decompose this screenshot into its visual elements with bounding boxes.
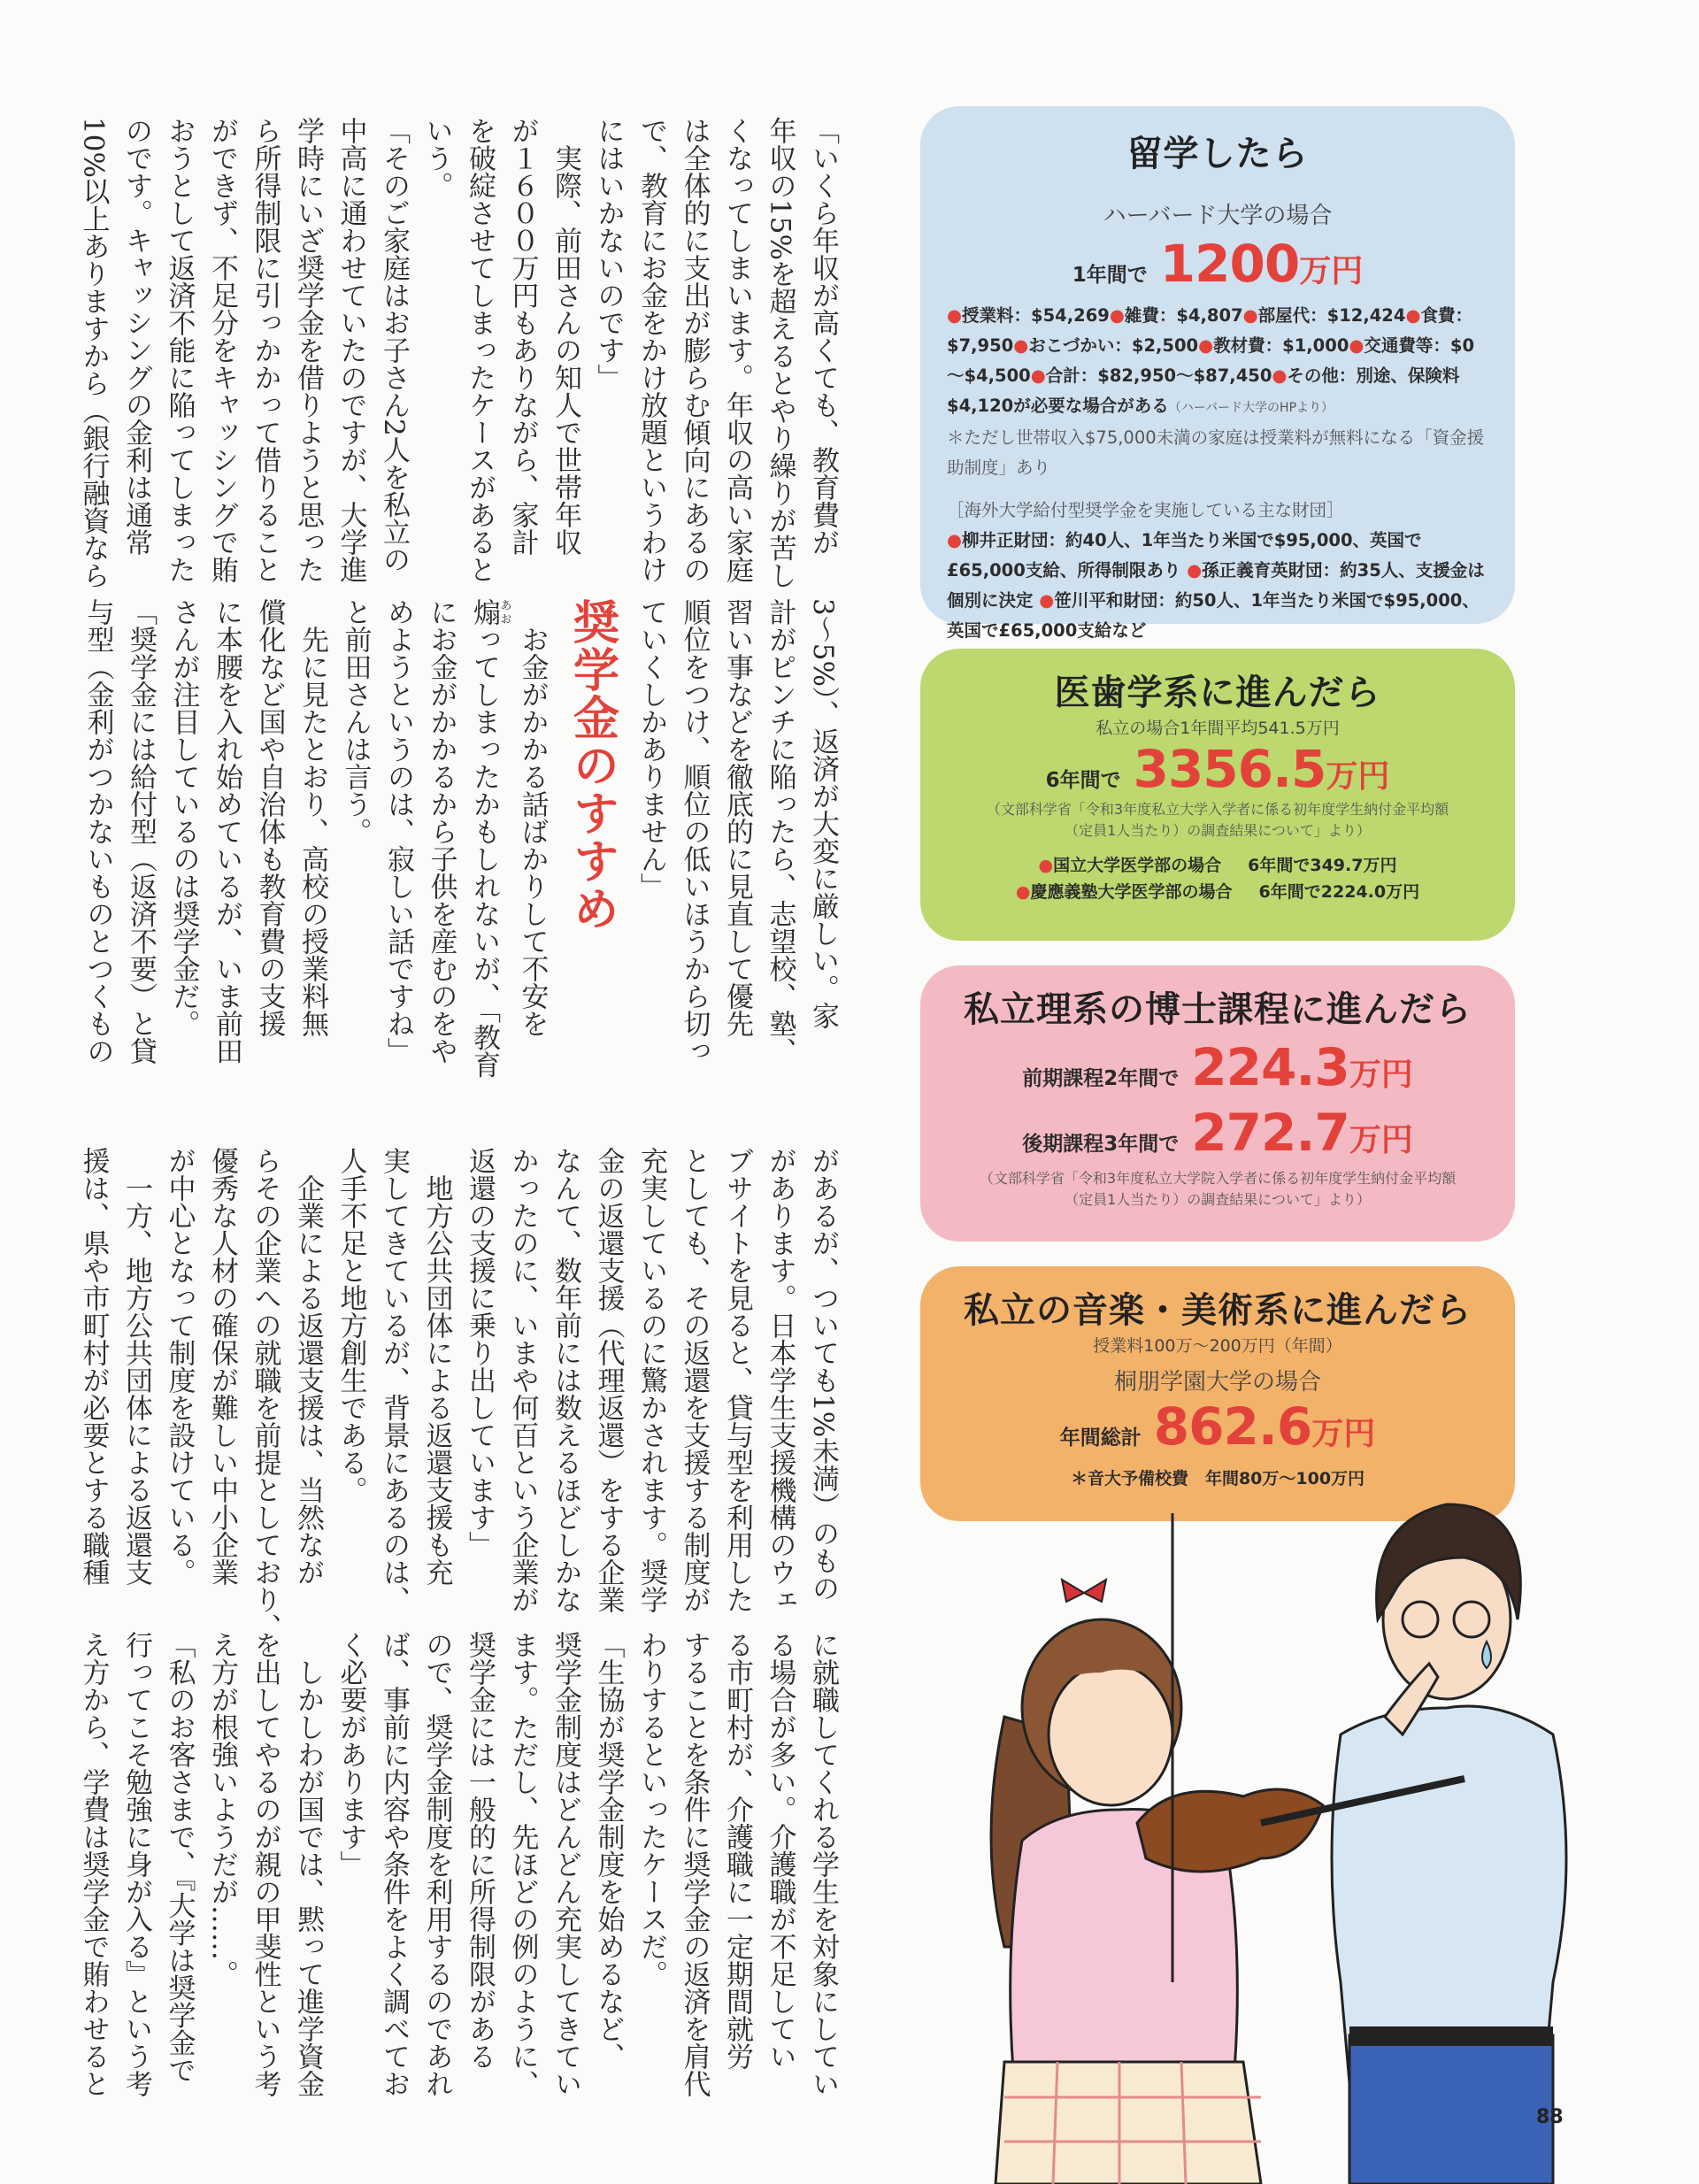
medical-box	[920, 649, 1515, 941]
text-line: ます。ただし、先ほどの例のように、	[506, 1631, 539, 2097]
text-line: え方から、学費は奨学金で賄わせると	[77, 1631, 110, 2097]
text-line: 「私のお客さまで、『大学は奨学金で	[163, 1631, 196, 2084]
text-line: があるが、ついても1%未満）のもの	[807, 1147, 839, 1603]
text-line: わりするといったケースだ。	[635, 1631, 667, 1988]
amount-label: 6年間で	[1045, 769, 1121, 792]
text-line: ていくしかありません」	[635, 598, 667, 900]
article-tier-1	[72, 117, 844, 589]
text-line: 企業による返還支援は、当然なが	[292, 1147, 324, 1586]
foundations-heading: ［海外大学給付型奨学金を実施している主な財団］	[947, 500, 1344, 520]
text-line: る場合が多い。介護職が不足してい	[764, 1631, 796, 2070]
text-line: いう。	[420, 117, 453, 199]
text-line: が１６００万円もありながら、家計	[506, 117, 539, 556]
article-tier-2	[76, 598, 844, 1079]
text-line: に本腰を入れ始めているが、いま前田	[211, 598, 242, 1065]
amount-value: 862.6	[1153, 1396, 1312, 1457]
text-line: としても、その返還を支援する制度が	[678, 1147, 711, 1613]
bullet-icon: ●	[1038, 856, 1054, 875]
text-line: 奨学金には一般的に所得制限がある	[464, 1631, 496, 2070]
text-line: 年収の15%を超えるとやり繰りが苦し	[764, 117, 796, 589]
item-label: 国立大学医学部の場合	[1053, 856, 1222, 875]
text-line: することを条件に奨学金の返済を肩代	[678, 1631, 711, 2097]
text-line: 「生協が奨学金制度を始めるなど、	[592, 1631, 625, 2070]
text-line: 習い事などを徹底的に見直して優先	[721, 598, 753, 1037]
medical-item	[947, 879, 1488, 905]
bullet-icon: ●	[1180, 560, 1203, 581]
text-line: 順位をつけ、順位の低いほうから切っ	[678, 598, 711, 1065]
bullet-icon: ●	[1013, 335, 1029, 356]
text-line: にはいかないのです」	[592, 117, 625, 391]
text-line: 償化など国や自治体も教育費の支援	[253, 598, 286, 1037]
text-line: 行ってこそ勉強に身が入る』という考	[120, 1631, 152, 2097]
text-line: 一方、地方公共団体による返還支	[120, 1147, 152, 1586]
cost-item: 雑費：$4,807	[1124, 305, 1243, 326]
amount-label: 年間総計	[1059, 1427, 1142, 1450]
text-line: おうとして返済不能に陥ってしまった	[163, 117, 196, 583]
footnote: ＊ただし世帯収入$75,000未満の家庭は授業料が無料になる「資金援助制度」あり	[947, 427, 1485, 478]
text-line: のです。キャッシングの金利は通常	[120, 117, 152, 556]
text-line: かったのに、いまや何百という企業が	[506, 1147, 539, 1613]
man-figure	[1332, 1504, 1566, 2184]
box-title: 私立理系の博士課程に進んだら	[964, 989, 1472, 1030]
cost-item: 授業料：$54,269	[962, 305, 1110, 326]
amount-value: 1200	[1159, 234, 1300, 294]
text-line: 中高に通わせていたのですが、大学進	[334, 117, 367, 583]
text-line: を出してやるのが親の甲斐性という考	[249, 1631, 281, 2097]
music-art-box	[920, 1266, 1515, 1521]
box-title: 留学したら	[1126, 134, 1309, 174]
text-line: 「奨学金には給付型（返済不要）と貸	[125, 598, 157, 1065]
amount-unit: 万円	[1349, 1057, 1413, 1093]
item-value: 6年間で2224.0万円	[1258, 882, 1420, 902]
text-line: え方が根強いようだが……。	[206, 1631, 238, 1988]
bullet-icon: ●	[1405, 305, 1421, 326]
text-line: は全体的に支出が膨らむ傾向にあるの	[678, 117, 711, 583]
amount-value: 3356.5	[1133, 739, 1326, 799]
text-line-rest: ってしまったかもしれないが、「教育	[468, 626, 500, 1079]
bullet-icon: ●	[1349, 335, 1365, 356]
text-line: さんが注目しているのは奨学金だ。	[167, 598, 200, 1037]
amount-row	[947, 1396, 1488, 1457]
text-line: めようというのは、寂しい話ですね」	[382, 598, 414, 1065]
text-line: く必要があります」	[334, 1631, 367, 1878]
text-line: 返還の支援に乗り出しています」	[464, 1147, 496, 1558]
box-subtitle: 授業料100万～200万円（年間）	[1093, 1336, 1342, 1356]
text-line: なんて、数年前には数えるほどしかな	[550, 1147, 581, 1613]
medical-item	[947, 852, 1488, 879]
text-line: 実してきているが、背景にあるのは、	[378, 1147, 410, 1613]
text-line: らその企業への就職を前提としており、	[249, 1147, 281, 1641]
text-line: ら所得制限に引っかかって借りること	[249, 117, 281, 583]
bullet-icon: ●	[947, 305, 963, 326]
amount-unit: 万円	[1299, 253, 1364, 289]
bullet-icon: ●	[1242, 305, 1258, 326]
text-line: お金がかかる話ばかりして不安を	[516, 598, 549, 1037]
bullet-icon: ●	[1272, 365, 1288, 386]
text-line: 「そのご家庭はお子さん2人を私立の	[378, 117, 410, 573]
amount-row	[947, 234, 1488, 294]
ruby-base: 煽	[468, 598, 500, 626]
amount-row	[947, 1037, 1488, 1097]
text-line	[463, 598, 511, 1079]
text-line: で、教育にお金をかけ放題というわけ	[635, 117, 667, 583]
box-subtitle: 私立の場合1年間平均541.5万円	[1096, 719, 1340, 738]
girl-figure	[991, 1580, 1261, 2184]
bullet-icon: ●	[1015, 882, 1031, 902]
text-line: 奨学金制度はどんどん充実してきてい	[550, 1631, 581, 2097]
text-line: ができず、不足分をキャッシングで賄	[206, 117, 238, 583]
article-tier-3	[72, 1147, 844, 1641]
cost-item: 交通費等：$0～$4,500	[947, 335, 1475, 386]
cost-item: その他：別途、保険料$4,120が必要な場合がある	[947, 365, 1460, 416]
bullet-icon: ●	[1198, 335, 1214, 356]
cost-breakdown	[947, 301, 1488, 646]
amount-label: 後期課程3年間で	[1022, 1133, 1180, 1156]
text-line: ブサイトを見ると、貸与型を利用した	[721, 1147, 753, 1613]
illustration-girl-violin-father	[969, 1487, 1588, 2184]
text-line: 優秀な人材の確保が難しい中小企業	[206, 1147, 238, 1586]
study-abroad-box	[920, 106, 1515, 641]
text-line: 充実しているのに驚かされます。奨学	[635, 1147, 667, 1613]
cost-item: 教材費：$1,000	[1213, 335, 1349, 356]
section-heading: 奨学金のすすめ	[565, 598, 619, 933]
foundation-item: 孫正義育英財団：約35人、支援金は個別に決定	[947, 560, 1485, 611]
text-line: 「いくら年収が高くても、教育費が	[807, 117, 839, 556]
amount-row	[947, 739, 1488, 799]
bullet-icon: ●	[1030, 365, 1046, 386]
text-line: しかしわが国では、黙って進学資金	[292, 1631, 324, 2097]
foundation-item: 柳井正財団：約40人、1年当たり米国で$95,000、英国で£65,000支給、所得制限あり	[947, 530, 1422, 581]
footnote: ＊音大予備校費 年間80万～100万円	[1070, 1469, 1365, 1488]
amount-unit: 万円	[1349, 1122, 1413, 1158]
page-number: 88	[1536, 2106, 1564, 2128]
text-line: が中心となって制度を設けている。	[163, 1147, 196, 1586]
amount-unit: 万円	[1326, 758, 1390, 795]
text-line: 先に見たとおり、高校の授業料無	[296, 598, 328, 1037]
text-line: 3～5%）、返済が大変に厳しい。家	[807, 598, 839, 1030]
text-line: 10%以上ありますから（銀行融資なら	[77, 117, 110, 589]
furigana: あお	[497, 598, 511, 626]
item-label: 慶應義塾大学医学部の場合	[1030, 882, 1233, 902]
doctoral-box	[920, 965, 1515, 1242]
text-line: ので、奨学金制度を利用するのであれ	[420, 1631, 453, 2097]
amount-row	[947, 1103, 1488, 1163]
item-value: 6年間で349.7万円	[1248, 856, 1397, 875]
cost-item: おこづかい：$2,500	[1028, 335, 1199, 356]
source-note: （文部科学省「令和3年度私立大学院入学者に係る初年度学生納付金平均額（定員1人当たり）の調査結果について」より）	[979, 1170, 1457, 1208]
bullet-icon: ●	[1109, 305, 1125, 326]
text-line: 実際、前田さんの知人で世帯年収	[550, 117, 581, 556]
amount-value: 272.7	[1191, 1103, 1349, 1163]
cost-item: 食費：$7,950	[947, 305, 1472, 356]
box-subtitle: ハーバード大学の場合	[1103, 203, 1333, 229]
text-line: を破綻させてしまったケースがあると	[464, 117, 496, 583]
cost-item: 合計：$82,950～$87,450	[1045, 365, 1272, 386]
text-line: と前田さんは言う。	[339, 598, 372, 845]
text-line: にお金がかかるから子供を産むのをや	[425, 598, 457, 1065]
text-line: 援は、県や市町村が必要とする職種	[77, 1147, 110, 1586]
text-line: 与型（金利がつかないものとつくもの	[81, 598, 114, 1065]
bullet-icon: ●	[1033, 590, 1055, 611]
amount-label: 1年間で	[1072, 264, 1148, 287]
bullet-icon: ●	[947, 530, 963, 550]
box-title: 医歯学系に進んだら	[1054, 673, 1381, 713]
article-tier-4	[72, 1631, 844, 2097]
box-subtitle-school: 桐朋学園大学の場合	[1113, 1369, 1321, 1396]
text-line: ば、事前に内容や条件をよく調べてお	[378, 1631, 410, 2097]
box-title: 私立の音楽・美術系に進んだら	[964, 1290, 1472, 1331]
source-note: （文部科学省「令和3年度私立大学入学者に係る初年度学生納付金平均額（定員1人当たり）の調査結果について」より）	[986, 801, 1449, 839]
source-note: （ハーバード大学のHPより）	[1168, 401, 1334, 415]
amount-value: 224.3	[1191, 1037, 1349, 1097]
text-line: 学時にいざ奨学金を借りようと思った	[292, 117, 324, 583]
text-line: があります。日本学生支援機構のウェ	[764, 1147, 796, 1613]
amount-unit: 万円	[1311, 1416, 1376, 1452]
cost-item: 部屋代：$12,424	[1257, 305, 1406, 326]
text-line: 計がピンチに陥ったら、志望校、塾、	[764, 598, 796, 1065]
amount-label: 前期課程2年間で	[1022, 1067, 1180, 1090]
foundation-item: 笹川平和財団：約50人、1年当たり米国で$95,000、英国で£65,000支給など	[947, 590, 1480, 641]
text-line: 人手不足と地方創生である。	[334, 1147, 367, 1503]
text-line: に就職してくれる学生を対象にしてい	[807, 1631, 839, 2097]
text-line: 地方公共団体による返還支援も充	[420, 1147, 453, 1586]
text-line: 金の返還支援（代理返還）をする企業	[592, 1147, 625, 1613]
text-line: くなってしまいます。年収の高い家庭	[721, 117, 753, 583]
text-line: る市町村が、介護職に一定期間就労	[721, 1631, 753, 2070]
